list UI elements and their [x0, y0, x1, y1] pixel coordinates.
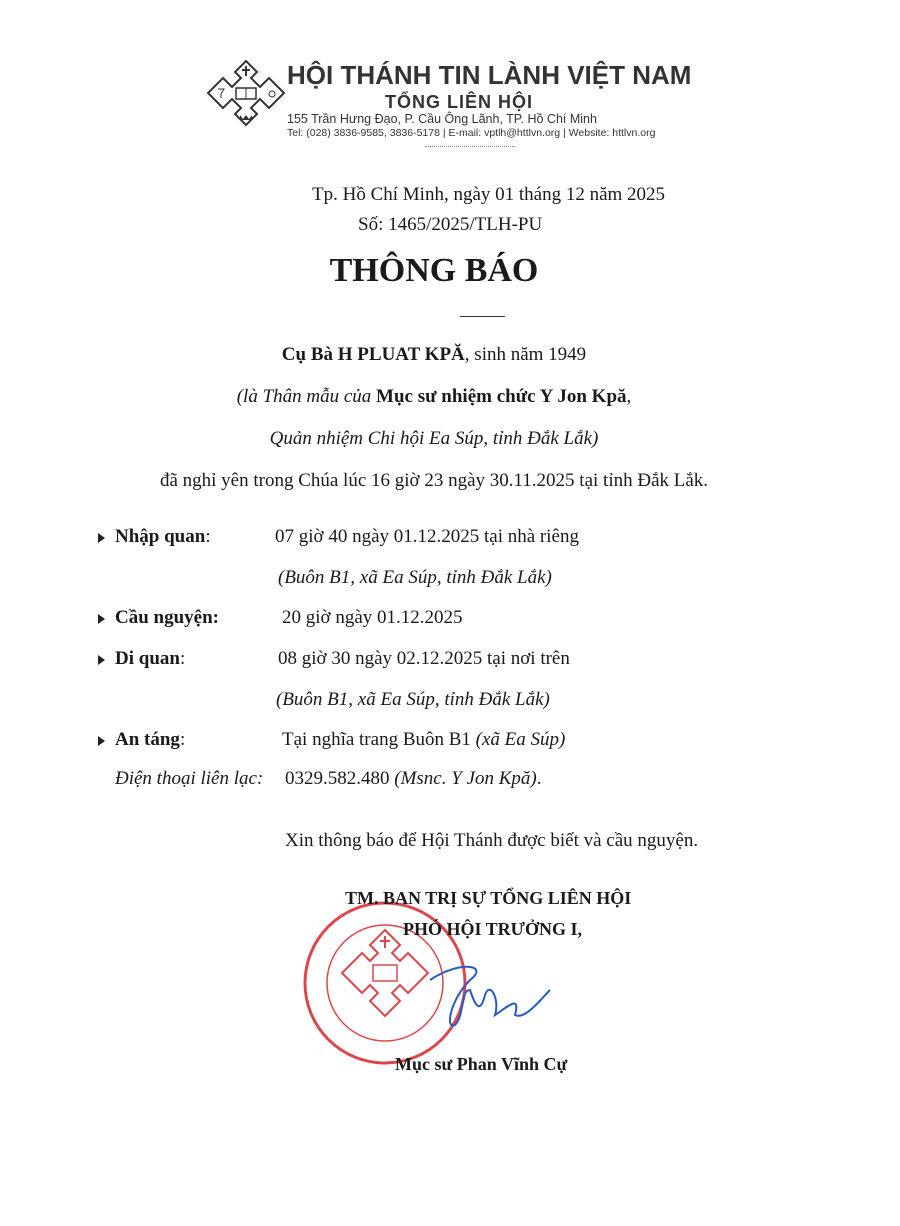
label-text: Cầu nguyện: [115, 607, 219, 628]
item-note: (Buôn B1, xã Ea Súp, tỉnh Đắk Lắk) [276, 689, 550, 710]
handwritten-signature-icon [420, 960, 560, 1040]
item-value: 20 giờ ngày 01.12.2025 [282, 607, 463, 628]
comma: , [626, 386, 632, 407]
phone-value [285, 768, 541, 790]
item-value: 08 giờ 30 ngày 02.12.2025 tại nơi trên [278, 648, 570, 669]
signature-role: PHÓ HỘI TRƯỞNG I, [403, 919, 583, 939]
item-label [98, 607, 219, 629]
deceased-line [0, 344, 884, 366]
phone-number: 0329.582.480 [285, 768, 395, 789]
title-divider [460, 316, 505, 317]
item-note: (Buôn B1, xã Ea Súp, tỉnh Đắk Lắk) [278, 567, 552, 588]
item-label [98, 648, 185, 670]
label-sep: : [179, 648, 186, 669]
period: . [536, 768, 542, 789]
relation-text: (là Thân mẫu của [236, 386, 377, 407]
org-contact: Tel: (028) 3836-9585, 3836-5178 | E-mail: vptlh@httlvn.org | Website: httlvn.org [287, 127, 656, 139]
item-value: 07 giờ 40 ngày 01.12.2025 tại nhà riêng [275, 526, 579, 547]
document-number: Số: 1465/2025/TLH-PU [358, 214, 543, 235]
value-note: (xã Ea Súp) [475, 729, 566, 750]
birth-year: , sinh năm 1949 [464, 344, 587, 365]
label-sep: : [205, 526, 211, 547]
ministry-line: Quản nhiệm Chi hội Ea Súp, tỉnh Đắk Lắk) [269, 428, 599, 449]
page-title: THÔNG BÁO [329, 252, 539, 289]
pastor-name: Mục sư nhiệm chức Y Jon Kpă [376, 386, 627, 407]
signature-title: TM. BAN TRỊ SỰ TỔNG LIÊN HỘI [345, 888, 632, 908]
ornament-divider [425, 146, 515, 149]
deceased-name: Cụ Bà H PLUAT KPĂ [281, 344, 465, 365]
phone-label: Điện thoại liên lạc: [115, 768, 264, 789]
label-text: Di quan [115, 648, 180, 669]
org-name: HỘI THÁNH TIN LÀNH VIỆT NAM [287, 60, 692, 90]
item-label [98, 729, 185, 751]
org-address: 155 Trần Hưng Đạo, P. Cầu Ông Lãnh, TP. Hồ Chí Minh [287, 112, 597, 126]
date-line: Tp. Hồ Chí Minh, ngày 01 tháng 12 năm 2025 [312, 184, 666, 205]
item-value [282, 729, 565, 751]
item-label [98, 526, 211, 548]
bullet-triangle-icon [98, 655, 105, 665]
bullet-triangle-icon [98, 533, 105, 543]
label-text: Nhập quan [115, 526, 206, 547]
relation-line [0, 386, 884, 408]
passed-line: đã nghỉ yên trong Chúa lúc 16 giờ 23 ngày 30.11.2025 tại tỉnh Đắk Lắk. [159, 470, 709, 491]
church-logo-icon [205, 58, 287, 148]
label-sep: : [179, 729, 186, 750]
org-subtitle: TỔNG LIÊN HỘI [385, 92, 533, 112]
bullet-triangle-icon [98, 736, 105, 746]
bullet-triangle-icon [98, 614, 105, 624]
closing-line: Xin thông báo để Hội Thánh được biết và cầu nguyện. [285, 830, 699, 851]
value-text: Tại nghĩa trang Buôn B1 [282, 729, 476, 750]
phone-note: (Msnc. Y Jon Kpă) [394, 768, 537, 789]
label-text: An táng [115, 729, 180, 750]
signer-name: Mục sư Phan Vĩnh Cự [395, 1054, 568, 1074]
